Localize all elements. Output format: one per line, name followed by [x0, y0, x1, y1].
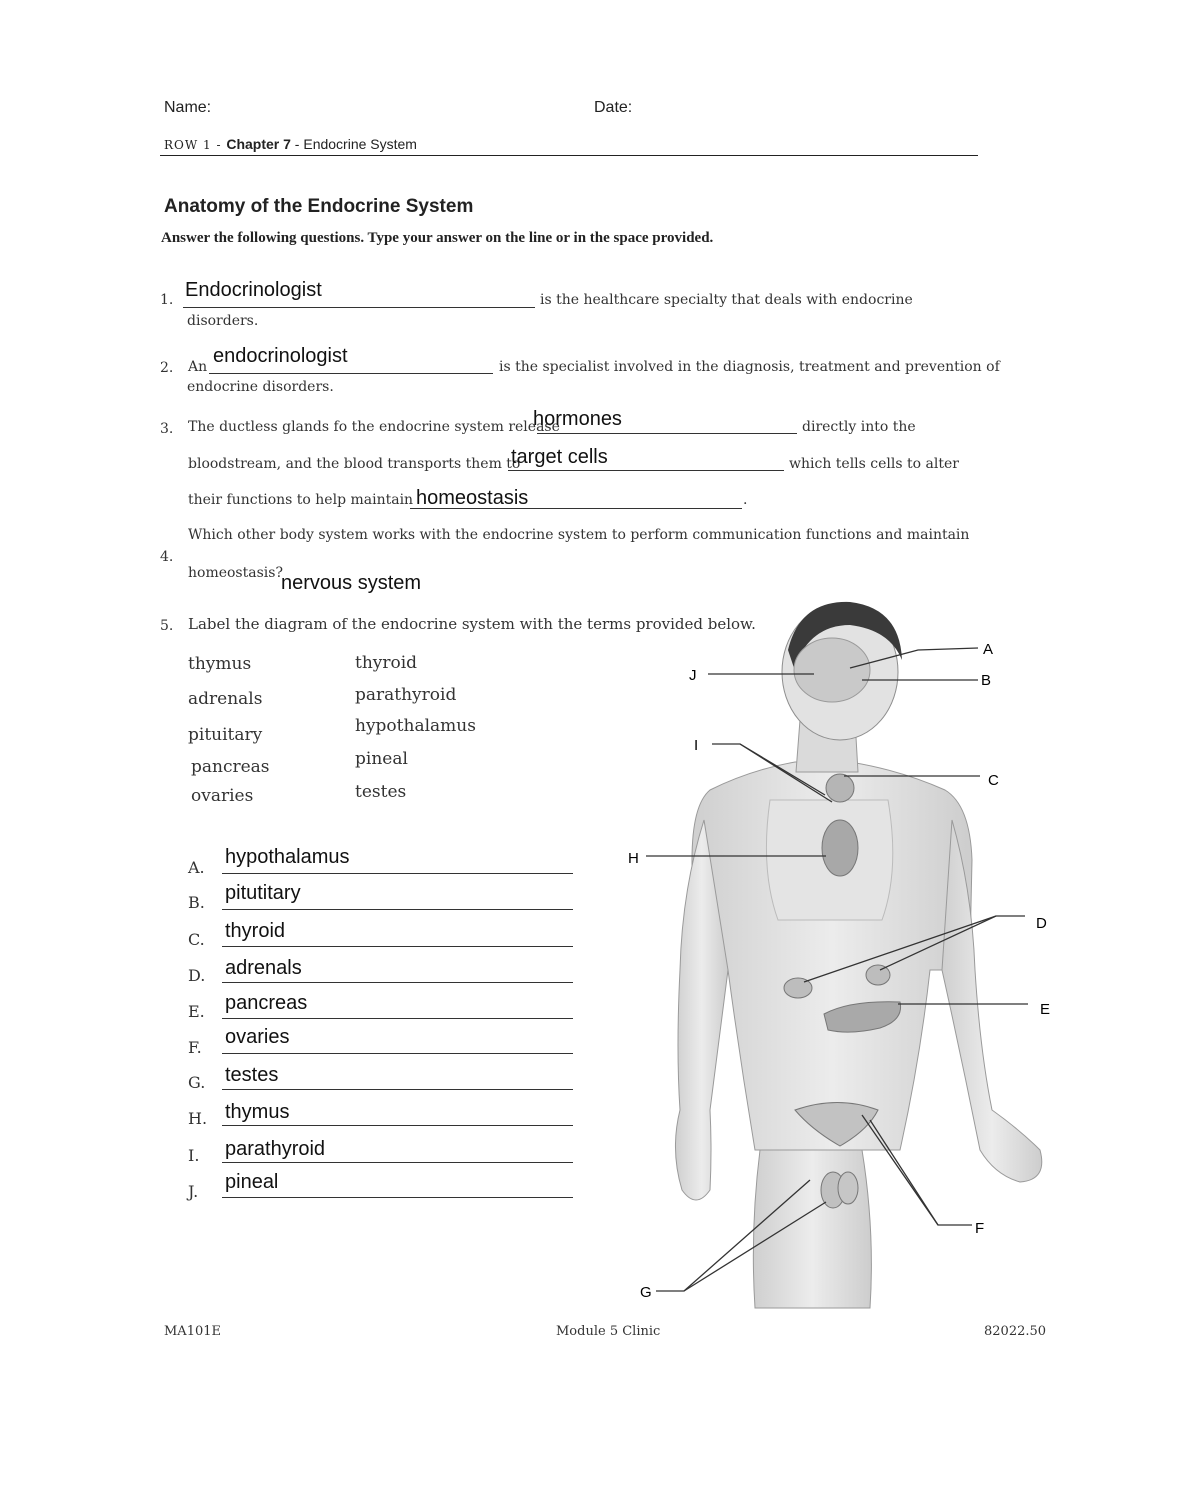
diagram-letter-e: E	[1040, 1001, 1051, 1018]
q1-answer[interactable]: Endocrinologist	[185, 279, 322, 301]
label-answer-d[interactable]: adrenals	[225, 957, 302, 979]
diagram-letter-j: J	[689, 667, 697, 684]
q1-text-line2: disorders.	[187, 313, 259, 329]
diagram-letter-g: G	[640, 1284, 652, 1301]
label-letter-j: J.	[188, 1182, 199, 1201]
diagram-letter-h: H	[628, 850, 639, 867]
page-title: Anatomy of the Endocrine System	[164, 196, 474, 217]
q2-number: 2.	[160, 360, 174, 376]
label-line-e	[222, 1018, 573, 1019]
q2-answer[interactable]: endocrinologist	[213, 345, 348, 367]
label-answer-e[interactable]: pancreas	[225, 992, 308, 1014]
q4-text: Which other body system works with the endocrine system to perform communication functions and maintain	[188, 527, 970, 543]
label-letter-d: D.	[188, 966, 206, 985]
label-letter-b: B.	[188, 893, 205, 912]
label-line-c	[222, 946, 573, 947]
q3-line3-prefix: their functions to help maintain	[188, 492, 414, 508]
label-line-a	[222, 873, 573, 874]
q1-number: 1.	[160, 292, 174, 308]
q3-answer1-line	[537, 433, 797, 434]
diagram-letter-i: I	[694, 737, 699, 754]
footer-left: MA101E	[164, 1324, 222, 1339]
diagram-letter-f: F	[975, 1220, 985, 1237]
q4-number: 4.	[160, 549, 174, 565]
q3-answer-hormones[interactable]: hormones	[533, 408, 622, 430]
q3-answer3-line	[410, 508, 742, 509]
label-letter-c: C.	[188, 930, 205, 949]
label-letter-f: F.	[188, 1038, 202, 1057]
diagram-letter-b: B	[981, 672, 992, 689]
label-answer-b[interactable]: pitutitary	[225, 882, 301, 904]
course-suffix: - Endocrine System	[290, 136, 417, 152]
label-answer-h[interactable]: thymus	[225, 1101, 290, 1123]
q5-number: 5.	[160, 618, 174, 634]
endocrine-diagram	[600, 590, 1080, 1320]
term-pancreas: pancreas	[191, 757, 270, 777]
term-pineal: pineal	[355, 749, 408, 769]
q3-line1-suffix: directly into the	[802, 419, 916, 435]
label-answer-g[interactable]: testes	[225, 1064, 279, 1086]
diagram-letter-c: C	[988, 772, 999, 789]
label-letter-g: G.	[188, 1073, 206, 1092]
q3-number: 3.	[160, 421, 174, 437]
course-prefix: ROW 1 -	[164, 138, 227, 152]
term-adrenals: adrenals	[188, 689, 263, 709]
label-answer-f[interactable]: ovaries	[225, 1026, 290, 1048]
q5-text: Label the diagram of the endocrine system with the terms provided below.	[188, 615, 756, 633]
label-line-f	[222, 1053, 573, 1054]
term-hypothalamus: hypothalamus	[355, 716, 476, 736]
label-answer-a[interactable]: hypothalamus	[225, 846, 350, 868]
q2-text-line2: endocrine disorders.	[187, 379, 334, 395]
label-letter-e: E.	[188, 1002, 205, 1021]
term-testes: testes	[355, 782, 407, 802]
instructions: Answer the following questions. Type your answer on the line or in the space provided.	[161, 230, 714, 246]
label-answer-j[interactable]: pineal	[225, 1171, 279, 1193]
q3-answer-homeostasis[interactable]: homeostasis	[416, 487, 529, 509]
label-answer-c[interactable]: thyroid	[225, 920, 286, 942]
label-line-h	[222, 1125, 573, 1126]
q4-answer[interactable]: nervous system	[281, 572, 422, 594]
q3-line3-suffix: .	[743, 492, 748, 508]
q1-answer-line	[183, 307, 535, 308]
label-line-j	[222, 1197, 573, 1198]
q4-text-line2: homeostasis?	[188, 565, 283, 581]
q3-line2-prefix: bloodstream, and the blood transports them to	[188, 456, 521, 472]
name-label: Name:	[164, 99, 212, 116]
term-thyroid: thyroid	[355, 653, 418, 673]
chapter-label: Chapter 7	[226, 136, 291, 152]
footer-right: 82022.50	[984, 1324, 1047, 1339]
course-line	[164, 136, 417, 154]
q1-text: is the healthcare specialty that deals with endocrine	[540, 292, 913, 308]
q3-answer-target-cells[interactable]: target cells	[511, 446, 608, 468]
label-line-b	[222, 909, 573, 910]
diagram-letter-a: A	[983, 641, 994, 658]
body-silhouette	[675, 602, 1041, 1308]
label-letter-h: H.	[188, 1109, 208, 1128]
term-parathyroid: parathyroid	[355, 685, 457, 705]
header-rule	[160, 155, 978, 156]
q2-answer-line	[209, 373, 493, 374]
diagram-letter-d: D	[1036, 915, 1047, 932]
q3-answer2-line	[508, 470, 784, 471]
term-ovaries: ovaries	[191, 786, 254, 806]
q3-line1-prefix: The ductless glands fo the endocrine system release	[188, 419, 560, 435]
date-label: Date:	[594, 99, 633, 116]
label-line-i	[222, 1162, 573, 1163]
label-line-d	[222, 982, 573, 983]
term-thymus: thymus	[188, 654, 252, 674]
label-letter-a: A.	[188, 858, 205, 877]
q3-line2-suffix: which tells cells to alter	[789, 456, 959, 472]
term-pituitary: pituitary	[188, 725, 263, 745]
footer-center: Module 5 Clinic	[556, 1324, 661, 1339]
q2-prefix: An	[188, 359, 208, 375]
q2-text: is the specialist involved in the diagnosis, treatment and prevention of	[499, 359, 1000, 375]
label-answer-i[interactable]: parathyroid	[225, 1138, 326, 1160]
label-letter-i: I.	[188, 1146, 200, 1165]
label-line-g	[222, 1089, 573, 1090]
